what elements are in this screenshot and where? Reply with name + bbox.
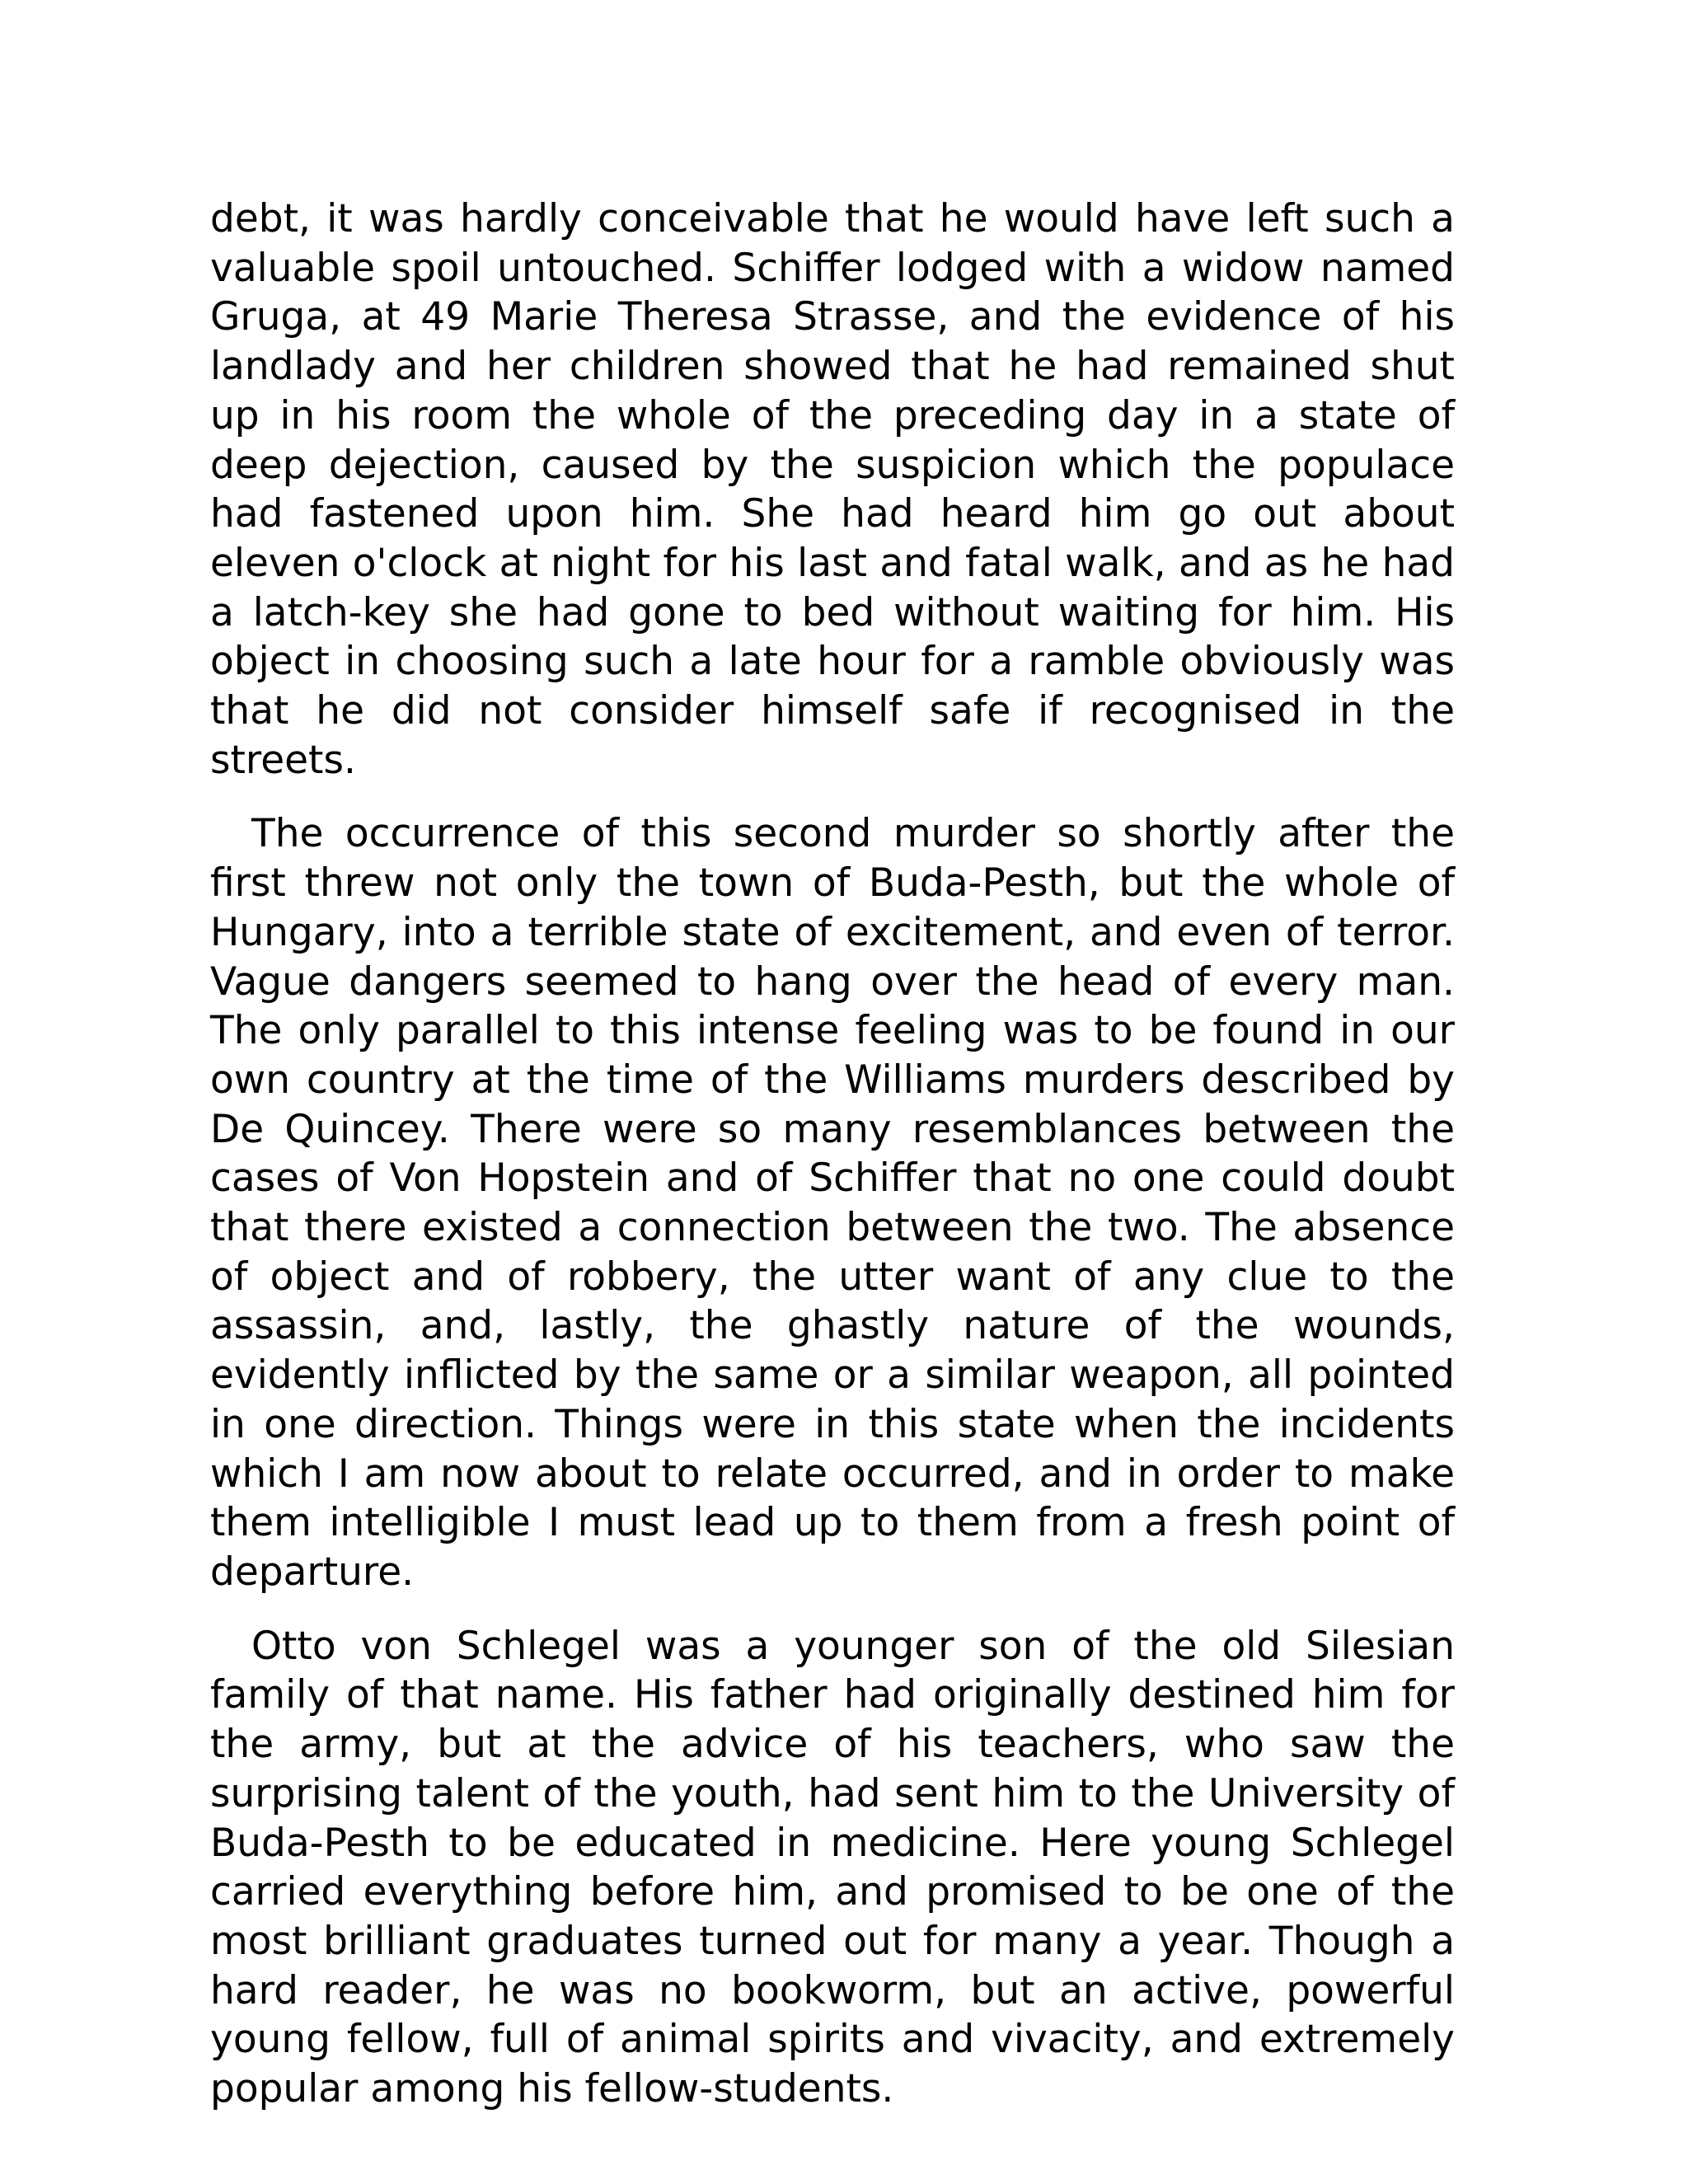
paragraph-3: Otto von Schlegel was a younger son of the old Silesian family of that name. His father had originally destined him for the army, but at the advice of his teachers, who saw the surprising talent of the youth, had sent him to the University of Buda-Pesth to be educated in medicine. Here young Schlegel carried everything before him, and promised to be one of the most brilliant graduates turned out for many a year. Though a hard reader, he was no bookworm, but an active, powerful young fellow, full of animal spirits and vivacity, and extremely popular among his fellow-students. (210, 1623, 1455, 2112)
paragraph-2: The occurrence of this second murder so shortly after the first threw not only the town of Buda-Pesth, but the whole of Hungary, into a terrible state of excitement, and even of terror. Vague dangers seemed to hang over the head of every man. The only parallel to this intense feeling was to be found in our own country at the time of the Williams murders described by De Quincey. There were so many resemblances between the cases of Von Hopstein and of Schiffer that no one could doubt that there existed a connection between the two. The absence of object and of robbery, the utter want of any clue to the assassin, and, lastly, the ghastly nature of the wounds, evidently inflicted by the same or a similar weapon, all pointed in one direction. Things were in this state when the incidents which I am now about to relate occurred, and in order to make them intelligible I must lead up to them from a fresh point of departure. (210, 811, 1455, 1595)
paragraph-1: debt, it was hardly conceivable that he would have left such a valuable spoil untouched. Schiffer lodged with a widow named Gruga, at 49 Marie Theresa Strasse, and the evidence of his landlady and her children showed that he had remained shut up in his room the whole of the preceding day in a state of deep dejection, caused by the suspicion which the populace had fastened upon him. She had heard him go out about eleven o'clock at night for his last and fatal walk, and as he had a latch-key she had gone to bed without waiting for him. His object in choosing such a late hour for a ramble obviously was that he did not consider himself safe if recognised in the streets. (210, 196, 1455, 783)
body-text (210, 194, 1455, 2139)
